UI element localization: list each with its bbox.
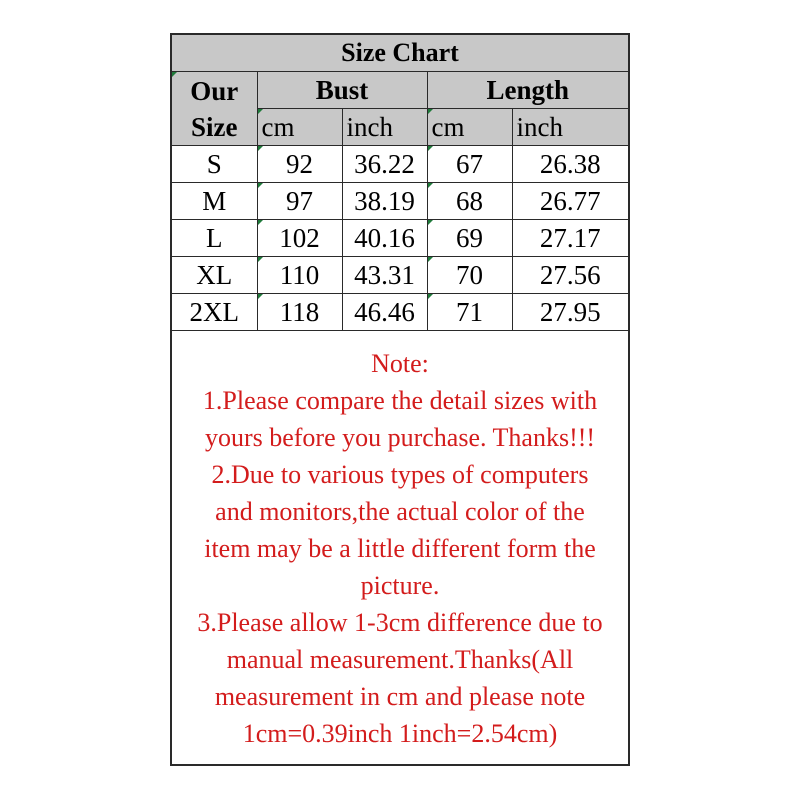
unit-length-inch: inch [512, 109, 628, 146]
length-cm-cell: 68 [427, 183, 512, 220]
table-row [172, 257, 628, 294]
bust-cm-cell: 102 [257, 220, 342, 257]
chart-title: Size Chart [172, 35, 628, 72]
bust-cm-cell: 110 [257, 257, 342, 294]
length-inch-cell: 27.95 [512, 294, 628, 331]
length-inch-cell: 26.38 [512, 146, 628, 183]
size-cell: 2XL [172, 294, 257, 331]
length-header: Length [427, 72, 628, 109]
note-line: item may be a little different form the [204, 534, 596, 563]
note-line: 2.Due to various types of computers [211, 460, 589, 489]
size-cell: M [172, 183, 257, 220]
note-line: picture. [360, 571, 440, 600]
bust-header: Bust [257, 72, 427, 109]
length-inch-cell: 26.77 [512, 183, 628, 220]
note-line: and monitors,the actual color of the [215, 497, 585, 526]
table-row [172, 220, 628, 257]
length-cm-cell: 69 [427, 220, 512, 257]
note-line: manual measurement.Thanks(All [226, 645, 574, 674]
bust-inch-cell: 36.22 [342, 146, 427, 183]
length-inch-cell: 27.56 [512, 257, 628, 294]
length-cm-cell: 71 [427, 294, 512, 331]
note-heading: Note: [371, 349, 429, 378]
size-table [172, 35, 628, 331]
bust-inch-cell: 46.46 [342, 294, 427, 331]
size-cell: XL [172, 257, 257, 294]
length-inch-cell: 27.17 [512, 220, 628, 257]
note-line: 1cm=0.39inch 1inch=2.54cm) [242, 719, 558, 748]
unit-bust-cm: cm [257, 109, 342, 146]
bust-inch-cell: 38.19 [342, 183, 427, 220]
size-cell: L [172, 220, 257, 257]
bust-inch-cell: 40.16 [342, 220, 427, 257]
table-row [172, 183, 628, 220]
table-row [172, 146, 628, 183]
size-cell: S [172, 146, 257, 183]
our-size-header [172, 72, 257, 146]
bust-cm-cell: 92 [257, 146, 342, 183]
unit-bust-inch: inch [342, 109, 427, 146]
length-cm-cell: 67 [427, 146, 512, 183]
note-line: 3.Please allow 1-3cm difference due to [197, 608, 603, 637]
bust-cm-cell: 97 [257, 183, 342, 220]
length-cm-cell: 70 [427, 257, 512, 294]
note-block [172, 331, 628, 752]
unit-length-cm: cm [427, 109, 512, 146]
bust-inch-cell: 43.31 [342, 257, 427, 294]
table-row [172, 294, 628, 331]
our-size-header-line2: Size [191, 111, 238, 142]
note-line: 1.Please compare the detail sizes with [202, 386, 598, 415]
size-chart [170, 33, 630, 766]
note-line: measurement in cm and please note [214, 682, 586, 711]
our-size-header-line1: Our [190, 75, 239, 106]
bust-cm-cell: 118 [257, 294, 342, 331]
note-line: yours before you purchase. Thanks!!! [204, 423, 596, 452]
